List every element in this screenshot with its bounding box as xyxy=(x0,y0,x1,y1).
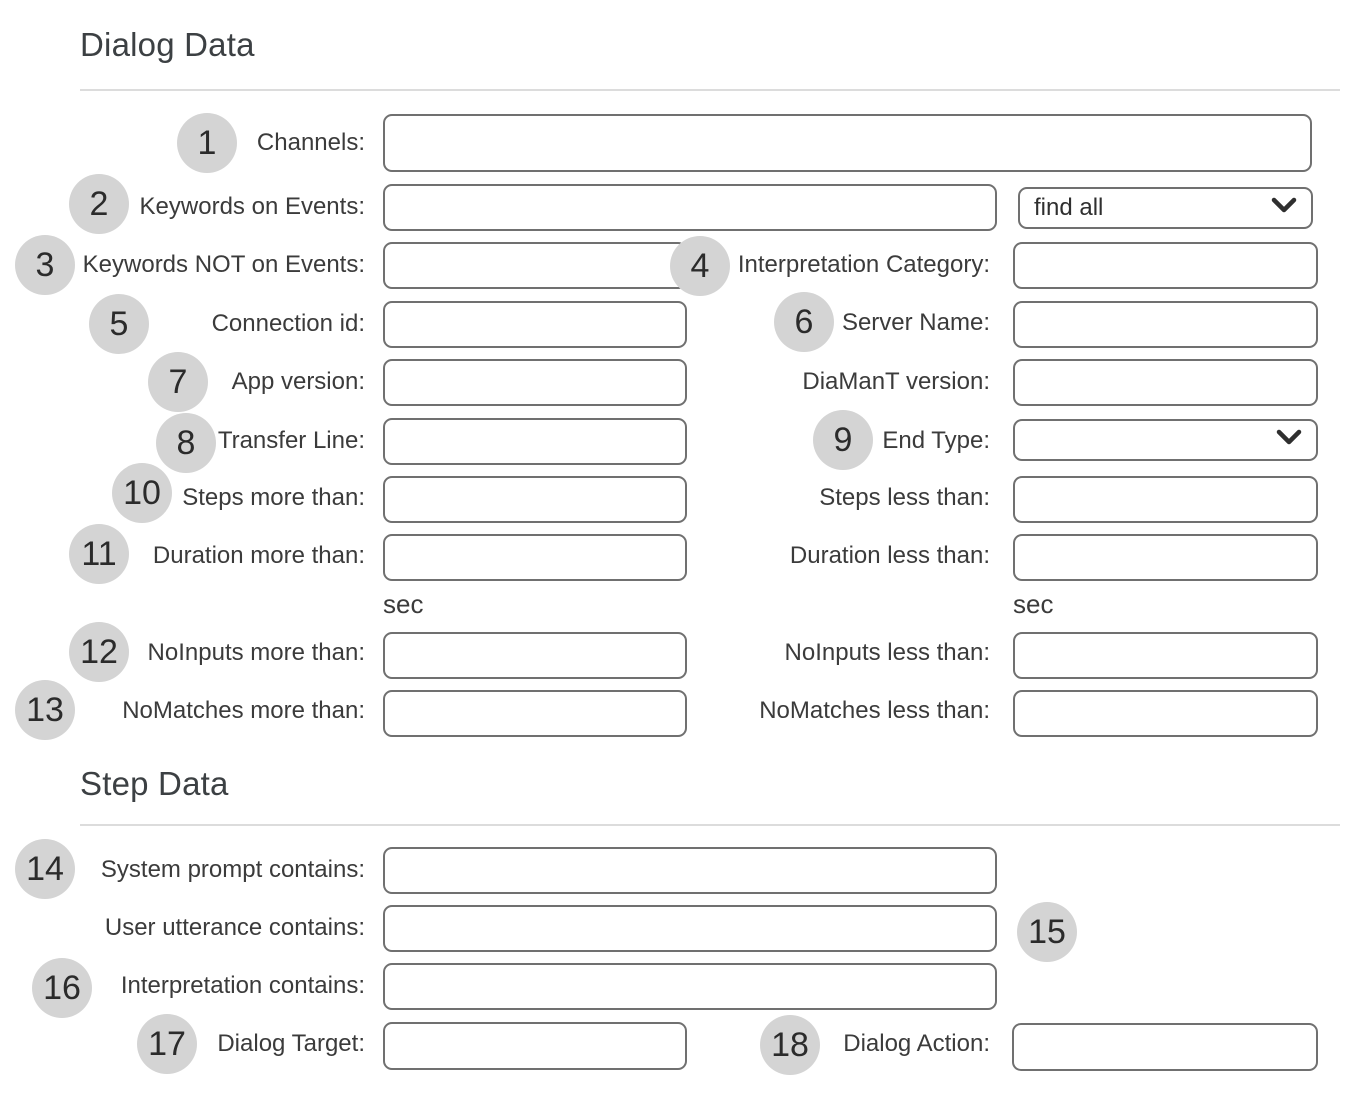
interpretation-contains-input[interactable] xyxy=(383,963,997,1010)
duration-less-unit: sec xyxy=(1013,589,1054,619)
som-mark-13: 13 xyxy=(15,680,75,740)
som-mark-6: 6 xyxy=(774,292,834,352)
keywords-on-events-label: Keywords on Events: xyxy=(139,193,365,220)
steps-more-label: Steps more than: xyxy=(182,484,365,511)
som-mark-15: 15 xyxy=(1017,902,1077,962)
som-mark-18: 18 xyxy=(760,1015,820,1075)
steps-less-label: Steps less than: xyxy=(819,484,990,511)
som-mark-10: 10 xyxy=(112,463,172,523)
nomatches-more-label: NoMatches more than: xyxy=(122,697,365,724)
nomatches-less-label: NoMatches less than: xyxy=(759,697,990,724)
som-mark-5: 5 xyxy=(89,294,149,354)
steps-less-input[interactable] xyxy=(1013,476,1318,523)
som-mark-4: 4 xyxy=(670,236,730,296)
noinputs-less-label: NoInputs less than: xyxy=(784,639,990,666)
server-name-label: Server Name: xyxy=(841,309,990,336)
noinputs-more-label: NoInputs more than: xyxy=(147,639,365,666)
dialog-action-input[interactable] xyxy=(1012,1023,1318,1071)
som-mark-17: 17 xyxy=(137,1014,197,1074)
dialog-target-label: Dialog Target: xyxy=(217,1030,365,1057)
channels-label: Channels: xyxy=(256,129,365,156)
diamant-version-input[interactable] xyxy=(1013,359,1318,406)
noinputs-less-input[interactable] xyxy=(1013,632,1318,679)
som-mark-8: 8 xyxy=(156,413,216,473)
step-section-divider xyxy=(80,824,1340,826)
som-mark-3: 3 xyxy=(15,235,75,295)
duration-more-label: Duration more than: xyxy=(152,542,365,569)
som-mark-9: 9 xyxy=(813,410,873,470)
som-mark-12: 12 xyxy=(69,622,129,682)
system-prompt-label: System prompt contains: xyxy=(100,856,365,883)
dialog-data-heading: Dialog Data xyxy=(80,26,255,63)
keywords-match-select[interactable] xyxy=(1018,187,1313,229)
som-mark-16: 16 xyxy=(32,958,92,1018)
end-type-label: End Type: xyxy=(882,427,990,454)
dialog-section-divider xyxy=(80,89,1340,91)
end-type-select[interactable] xyxy=(1013,419,1318,461)
app-version-label: App version: xyxy=(231,368,365,395)
som-mark-14: 14 xyxy=(15,839,75,899)
duration-less-label: Duration less than: xyxy=(789,542,990,569)
keywords-on-events-input[interactable] xyxy=(383,184,997,231)
interpretation-category-label: Interpretation Category: xyxy=(737,251,990,278)
user-utterance-label: User utterance contains: xyxy=(104,914,365,941)
chevron-down-icon xyxy=(1271,197,1297,219)
chevron-down-icon xyxy=(1276,429,1302,451)
som-mark-2: 2 xyxy=(69,174,129,234)
keywords-match-selected-value: find all xyxy=(1034,194,1104,221)
nomatches-less-input[interactable] xyxy=(1013,690,1318,737)
channels-input[interactable] xyxy=(383,114,1312,172)
som-mark-7: 7 xyxy=(148,352,208,412)
system-prompt-input[interactable] xyxy=(383,847,997,894)
interpretation-contains-label: Interpretation contains: xyxy=(120,972,365,999)
dialog-action-label: Dialog Action: xyxy=(843,1030,990,1057)
duration-more-unit: sec xyxy=(383,589,424,619)
connection-id-label: Connection id: xyxy=(211,310,365,337)
keywords-not-on-events-label: Keywords NOT on Events: xyxy=(82,251,365,278)
interpretation-category-input[interactable] xyxy=(1013,242,1318,289)
som-mark-11: 11 xyxy=(69,524,129,584)
step-data-heading: Step Data xyxy=(80,765,229,802)
transfer-line-label: Transfer Line: xyxy=(217,427,365,454)
server-name-input[interactable] xyxy=(1013,301,1318,348)
user-utterance-input[interactable] xyxy=(383,905,997,952)
som-mark-1: 1 xyxy=(177,113,237,173)
diamant-version-label: DiaManT version: xyxy=(802,368,990,395)
duration-less-input[interactable] xyxy=(1013,534,1318,581)
